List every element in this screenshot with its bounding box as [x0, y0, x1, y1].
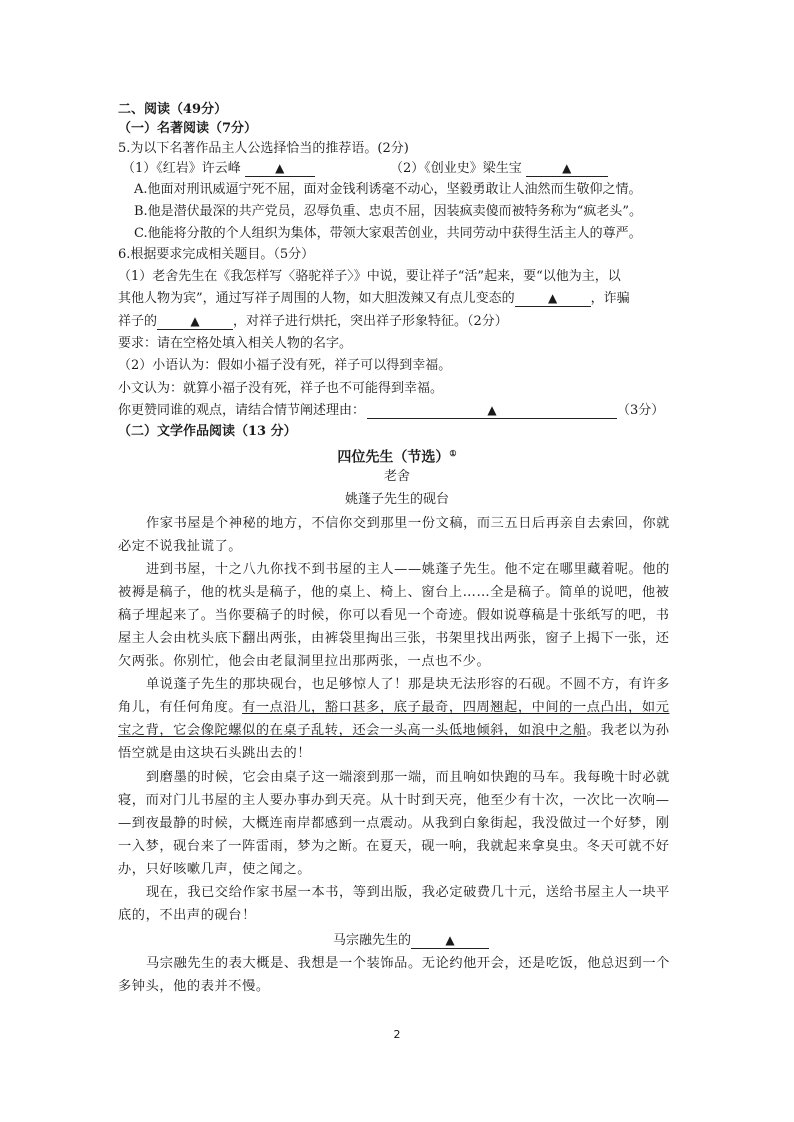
article-author: 老舍	[383, 469, 410, 484]
page-number: 2	[393, 1028, 401, 1041]
q5-item2-text: （2）《创业史》梁生宝	[390, 161, 522, 176]
para1-line2: 必定不说我扯谎了。	[118, 539, 243, 554]
q6-p2-line3	[118, 402, 664, 420]
q6-p1-line2	[118, 290, 630, 308]
q6-p1-line3-tail: ，对祥子进行烘托，突出祥子形象特征。（2分）	[233, 314, 508, 329]
answer-blank[interactable]	[245, 161, 315, 177]
footnote-mark: ①	[449, 448, 457, 458]
blank-marker: ▲	[487, 403, 497, 417]
para2-line4: 屋主人会由枕头底下翻出两张，由裤袋里掏出三张，书架里找出两张，窗子上揭下一张，还	[118, 631, 670, 646]
q6-p1-line2-text: 其他人物为宾”，通过写祥子周围的人物，如大胆泼辣又有点儿变态的	[118, 291, 515, 306]
q5-item1	[122, 160, 315, 178]
answer-blank[interactable]	[526, 161, 608, 177]
q5-stem: 5.为以下名著作品主人公选择恰当的推荐语。(2分)	[118, 141, 409, 156]
blank-marker: ▲	[562, 161, 572, 175]
para6-line2: 多钟头，他的表并不慢。	[118, 979, 270, 994]
answer-blank[interactable]	[515, 291, 591, 307]
q6-p1-line3-text: 祥子的	[118, 314, 158, 329]
para1-line1: 作家书屋是个神秘的地方，不信你交到那里一份文稿，而三五日后再亲自去索回，你就	[146, 516, 670, 531]
q6-p2-score: （3分）	[617, 403, 665, 418]
para3-line2	[118, 699, 670, 717]
para4-line2: 寝，而对门儿书屋的主人要办事办到天亮。从十时到天亮，他至少有十次，一次比一次响—	[118, 793, 670, 808]
q6-p1-line3	[118, 313, 508, 331]
section-heading: 二、阅读（49分）	[118, 102, 228, 117]
para4-line4: 一入梦，砚台来了一阵雷雨，梦为之断。在夏天，砚一响，我就起来拿臭虫。冬天可就不好	[118, 839, 670, 854]
q6-p2-line3-text: 你更赞同谁的观点，请结合情节阐述理由：	[118, 403, 366, 418]
part2-heading: （二）文学作品阅读（13 分）	[118, 424, 297, 439]
blank-marker: ▲	[548, 291, 558, 305]
q6-requirement: 要求：请在空格处填入相关人物的名字。	[118, 336, 353, 351]
answer-blank[interactable]	[157, 314, 233, 330]
q5-item1-text: （1）《红岩》许云峰	[122, 161, 241, 176]
para5-line2: 底的，不出声的砚台！	[118, 908, 256, 923]
para2-line2: 被褥是稿子，他的枕头是稿子，他的桌上、椅上、窗台上……全是稿子。简单的说吧，他被	[118, 585, 670, 600]
para4-line5: 办，只好咳嗽几声，使之闻之。	[118, 862, 312, 877]
para2-line5: 欠两张。你别忙，他会由老鼠洞里拉出那两张，一点也不少。	[118, 654, 491, 669]
blank-marker: ▲	[190, 314, 200, 328]
blank-marker: ▲	[275, 161, 285, 175]
q6-p1-line2-tail: ，诈骗	[590, 291, 630, 306]
para2-line3: 稿子埋起来了。当你要稿子的时候，你可以看见一个奇迹。假如说尊稿是十张纸写的吧，书	[118, 608, 670, 623]
para4-line3: —到夜最静的时候，大概连南岸都感到一点震动。从我到白象街起，我没做过一个好梦，刚	[118, 816, 670, 831]
article-subtitle-2	[333, 932, 489, 950]
subtitle-2-text: 马宗融先生的	[333, 933, 412, 948]
underlined-sentence: 有一点沿儿，豁口甚多，底子最奇，四周翘起，中间的一点凸出，如元	[242, 700, 670, 715]
q6-p1-line1: （1）老舍先生在《我怎样写〈骆驼祥子〉》中说，要让祥子“活”起来，要“以他为主，以	[118, 269, 621, 284]
underlined-sentence: 宝之背，它会像陀螺似的在桌子乱转，还会一头高一头低地倾斜，如浪中之船	[118, 723, 587, 738]
para3-line3-tail: 。我老以为孙	[586, 723, 670, 738]
q5-option-c: C.他能将分散的个人组织为集体，带领大家艰苦创业，共同劳动中获得生活主人的尊严。	[134, 226, 642, 241]
q6-p2-line1: （2）小语认为：假如小福子没有死，祥子可以得到幸福。	[118, 358, 452, 373]
q6-stem: 6.根据要求完成相关题目。（5分）	[118, 247, 315, 262]
answer-blank[interactable]	[367, 403, 617, 419]
q5-option-a: A.他面对刑讯威逼宁死不屈，面对金钱利诱毫不动心，坚毅勇敢让人油然而生敬仰之情。	[134, 182, 642, 197]
part1-heading: （一）名著阅读（7分）	[118, 121, 258, 136]
article-title-text: 四位先生（节选）	[337, 449, 450, 466]
q5-option-b: B.他是潜伏最深的共产党员，忍辱负重、忠贞不屈，因装疯卖傻而被特务称为“疯老头”。	[134, 204, 642, 219]
para3-line3	[118, 722, 670, 740]
para3-line2-text: 角儿，有任何角度。	[118, 700, 243, 715]
para3-line4: 悟空就是由这块石头跳出去的！	[118, 746, 312, 761]
article-title	[0, 444, 794, 467]
blank-marker: ▲	[445, 933, 455, 947]
para3-line1: 单说蓬子先生的那块砚台，也足够惊人了！那是块无法形容的石砚。不圆不方，有许多	[146, 677, 670, 692]
para6-line1: 马宗融先生的表大概是、我想是一个装饰品。无论约他开会，还是吃饭，他总迟到一个	[146, 956, 670, 971]
q5-item2	[390, 160, 608, 178]
para5-line1: 现在，我已交给作家书屋一本书，等到出版，我必定破费几十元，送给书屋主人一块平	[146, 885, 670, 900]
para2-line1: 进到书屋，十之八九你找不到书屋的主人——姚蓬子先生。他不定在哪里藏着呢。他的	[146, 562, 670, 577]
article-subtitle-1: 姚蓬子先生的砚台	[344, 492, 449, 507]
answer-blank[interactable]	[411, 933, 489, 949]
para4-line1: 到磨墨的时候，它会由桌子这一端滚到那一端，而且响如快跑的马车。我每晚十时必就	[146, 770, 670, 785]
q6-p2-line2: 小文认为：就算小福子没有死，祥子也不可能得到幸福。	[118, 381, 444, 396]
